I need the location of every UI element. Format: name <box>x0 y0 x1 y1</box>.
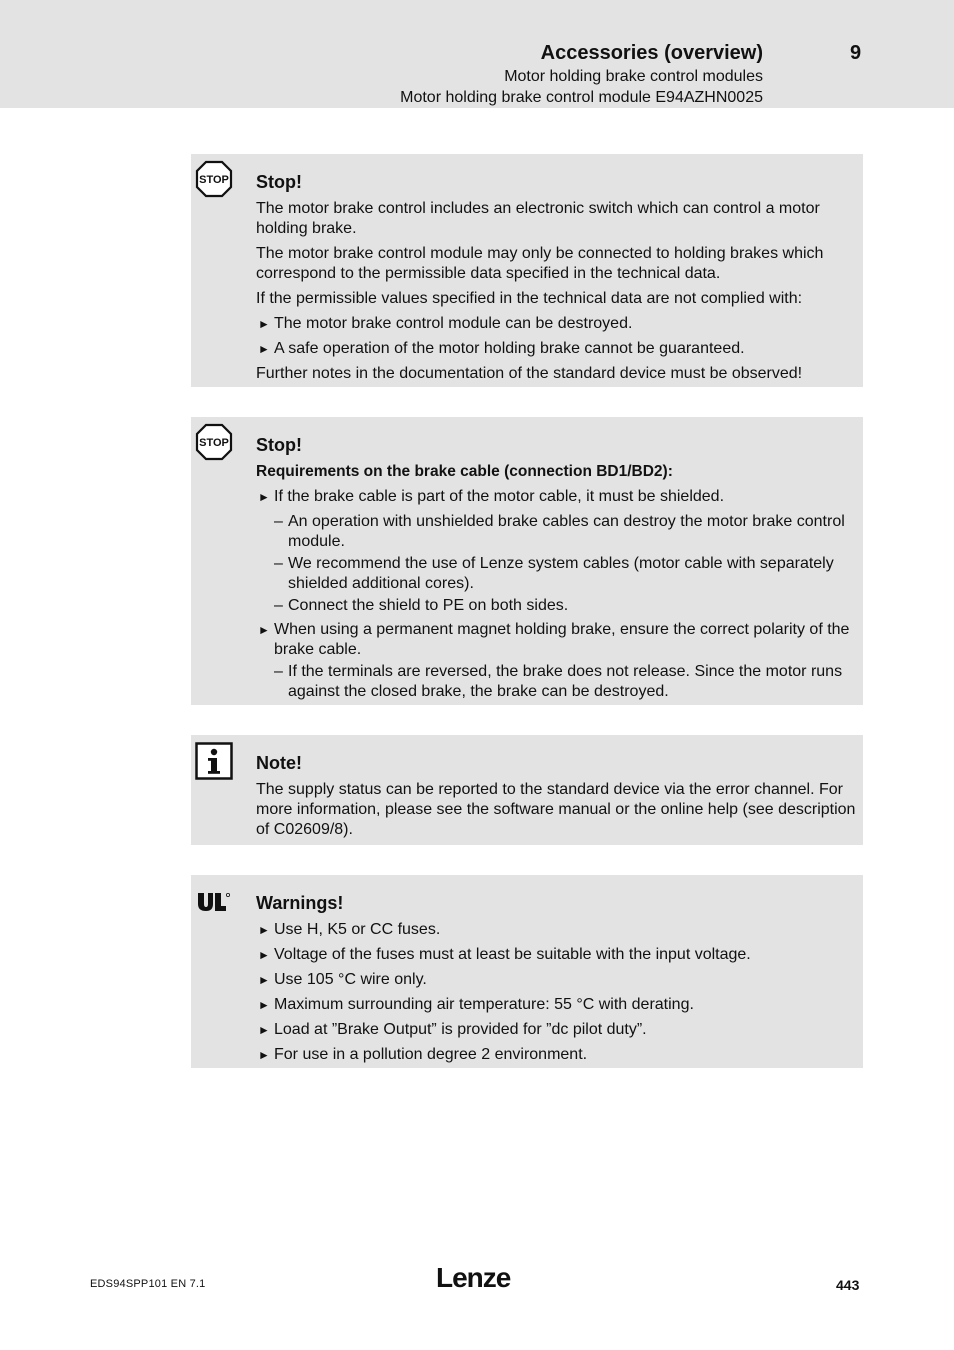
stop-icon <box>195 160 233 198</box>
bullet-item: ► Load at ”Brake Output” is provided for ”dc pilot duty”. <box>256 1020 856 1040</box>
dash-item: – An operation with unshielded brake cables can destroy the motor brake control module. <box>256 512 856 552</box>
requirement-heading: Requirements on the brake cable (connection BD1/BD2): <box>256 463 673 480</box>
stop-icon <box>195 423 233 461</box>
notice-title: Warnings! <box>256 893 344 913</box>
dash-item: – We recommend the use of Lenze system cables (motor cable with separately shielded additional cores). <box>256 554 856 594</box>
bullet-item: ► Maximum surrounding air temperature: 55 °C with derating. <box>256 995 856 1015</box>
lenze-logo: Lenze <box>436 1262 511 1293</box>
paragraph: Further notes in the documentation of the standard device must be observed! <box>256 365 803 382</box>
notice-title: Stop! <box>256 435 302 455</box>
document-id: EDS94SPP101 EN 7.1 <box>90 1278 206 1290</box>
bullet-item: ► For use in a pollution degree 2 environment. <box>256 1045 856 1065</box>
page-number: 443 <box>836 1277 860 1293</box>
bullet-item: ► A safe operation of the motor holding brake cannot be guaranteed. <box>256 339 856 359</box>
notice-title: Stop! <box>256 172 302 192</box>
paragraph: The motor brake control includes an electronic switch which can control a motor holding brake. <box>256 200 820 237</box>
paragraph: If the permissible values specified in the technical data are not complied with: <box>256 290 803 307</box>
info-icon <box>195 742 233 780</box>
dash-item: – Connect the shield to PE on both sides. <box>256 596 856 616</box>
ul-mark-icon <box>195 891 231 913</box>
note-box <box>191 735 863 845</box>
bullet-item: ► If the brake cable is part of the motor cable, it must be shielded. <box>256 487 856 507</box>
paragraph: The motor brake control module may only be connected to holding brakes which correspond to the permissible data specified in the technical data. <box>256 245 824 282</box>
bullet-item: ► When using a permanent magnet holding brake, ensure the correct polarity of the brake cable. <box>256 620 856 660</box>
bullet-item: ► Use H, K5 or CC fuses. <box>256 920 856 940</box>
svg-text:STOP: STOP <box>199 174 229 186</box>
bullet-item: ► The motor brake control module can be destroyed. <box>256 314 856 334</box>
svg-text:STOP: STOP <box>199 437 229 449</box>
stop-notice-box <box>191 154 863 387</box>
stop-notice-box <box>191 417 863 705</box>
dash-item: – If the terminals are reversed, the brake does not release. Since the motor runs against the closed brake, the brake can be destroyed. <box>256 662 856 702</box>
warnings-box <box>191 875 863 1068</box>
page-title: Accessories (overview) <box>540 42 763 64</box>
paragraph: The supply status can be reported to the standard device via the error channel. For more information, please see the software manual or the online help (see description of C02609/8). <box>256 781 856 838</box>
bullet-item: ► Voltage of the fuses must at least be suitable with the input voltage. <box>256 945 856 965</box>
bullet-item: ► Use 105 °C wire only. <box>256 970 856 990</box>
notice-title: Note! <box>256 753 302 773</box>
header-subtitle: Motor holding brake control modules <box>504 68 763 85</box>
chapter-number: 9 <box>850 42 862 64</box>
header-subtitle: Motor holding brake control module E94AZHN0025 <box>400 89 763 106</box>
